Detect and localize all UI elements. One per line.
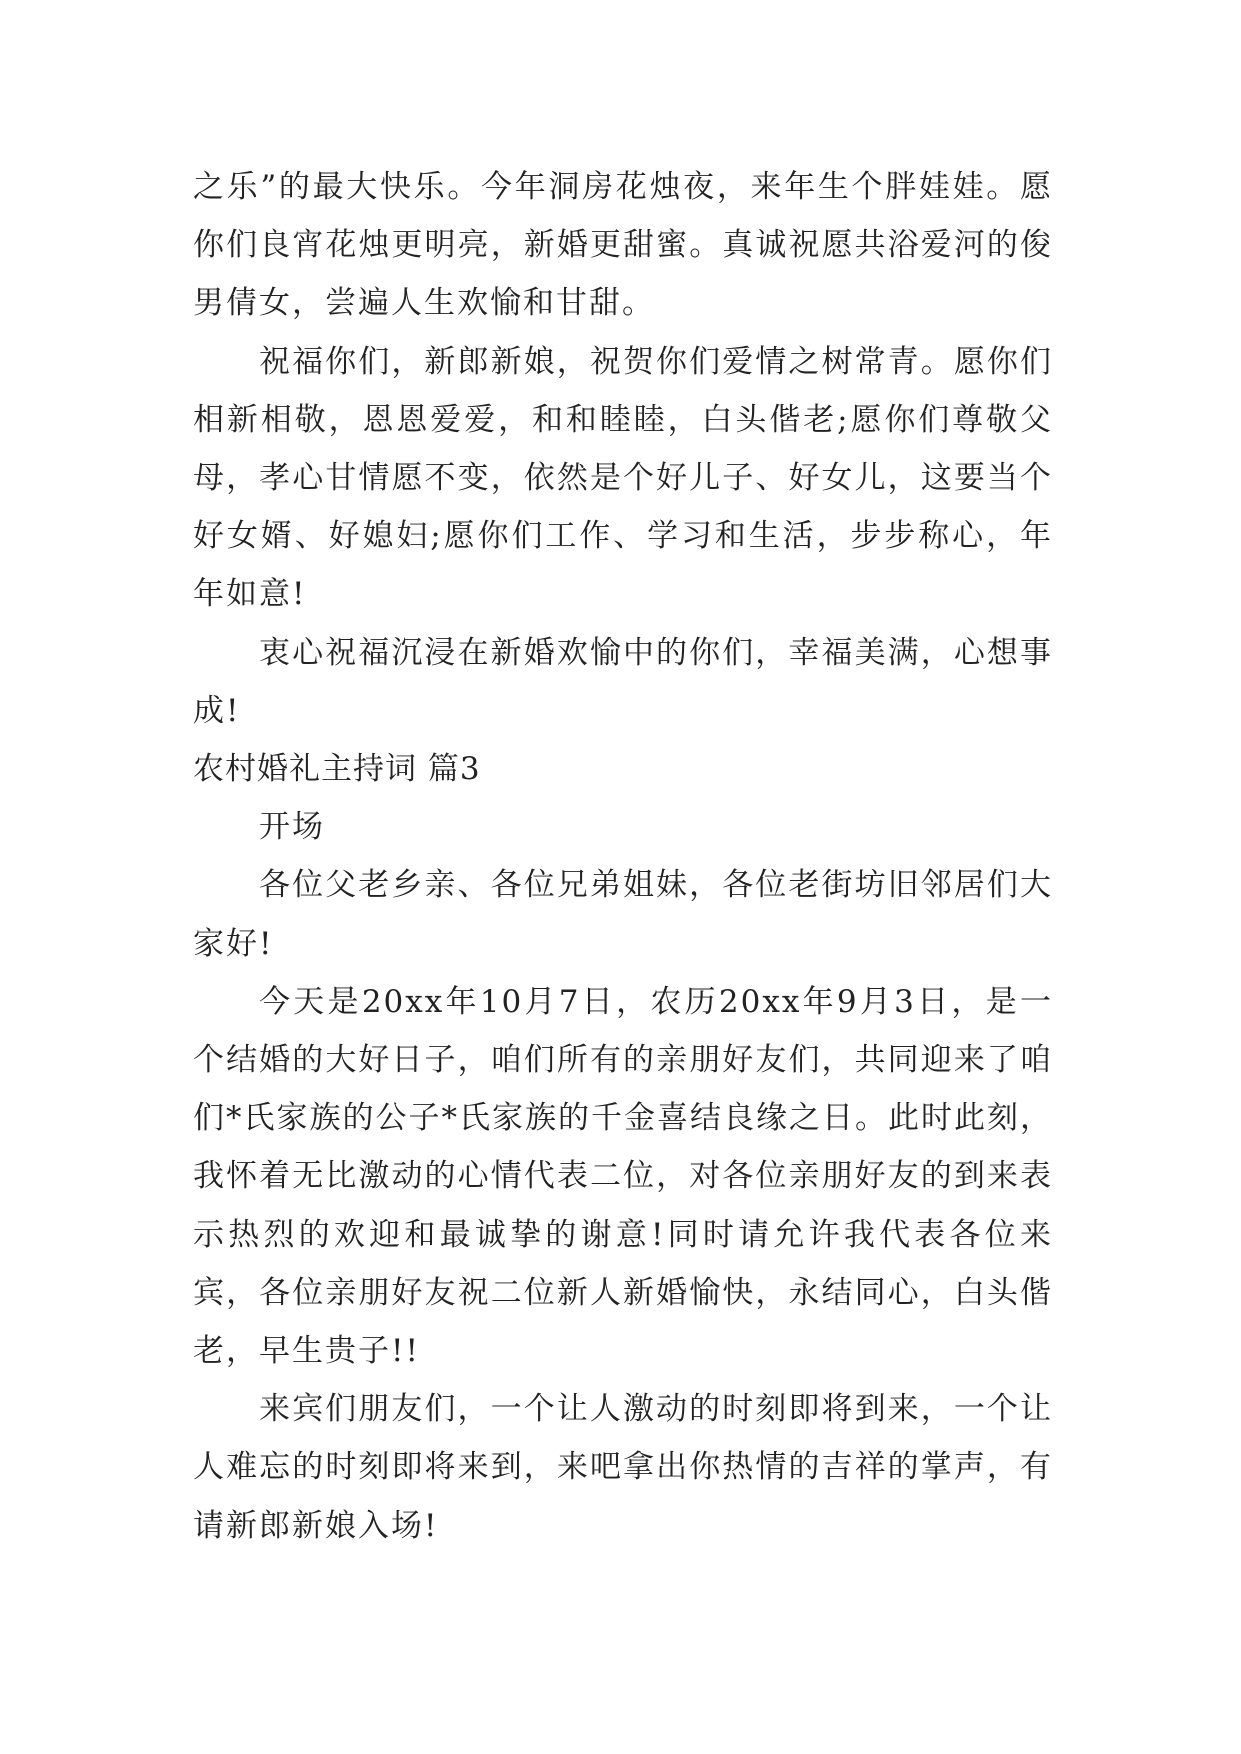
document-body [193,158,1053,1555]
paragraph-greeting: 各位父老乡亲、各位兄弟姐妹，各位老街坊旧邻居们大家好! [193,867,1053,962]
paragraph-continued: 之乐”的最大快乐。今年洞房花烛夜，来年生个胖娃娃。愿你们良宵花烛更明亮，新婚更甜蜜。真诚祝愿共浴爱河的俊男倩女，尝遍人生欢愉和甘甜。 [193,169,1053,322]
paragraph-blessing: 祝福你们，新郎新娘，祝贺你们爱情之树常青。愿你们相新相敬，恩恩爱爱，和和睦睦，白头偕老;愿你们尊敬父母，孝心甘情愿不变，依然是个好儿子、好女儿，这要当个好女婿、好媳妇;愿你们工作、学习和生活，步步称心，年年如意! [193,343,1053,613]
section-heading: 农村婚礼主持词 篇3 [193,751,481,788]
paragraph-entrance: 来宾们朋友们，一个让人激动的时刻即将到来，一个让人难忘的时刻即将来到，来吧拿出你热情的吉祥的掌声，有请新郎新娘入场! [193,1391,1053,1544]
paragraph-date-announcement: 今天是20xx年10月7日，农历20xx年9月3日，是一个结婚的大好日子，咱们所有的亲朋好友们，共同迎来了咱们*氏家族的公子*氏家族的千金喜结良缘之日。此时此刻，我怀着无比激动的心情代表二位，对各位亲朋好友的到来表示热烈的欢迎和最诚挚的谢意!同时请允许我代表各位来宾，各位亲朋好友祝二位新人新婚愉快，永结同心，白头偕老，早生贵子!! [193,983,1053,1370]
paragraph-opening: 开场 [259,809,325,846]
paragraph-best-wishes: 衷心祝福沉浸在新婚欢愉中的你们，幸福美满，心想事成! [193,634,1053,729]
